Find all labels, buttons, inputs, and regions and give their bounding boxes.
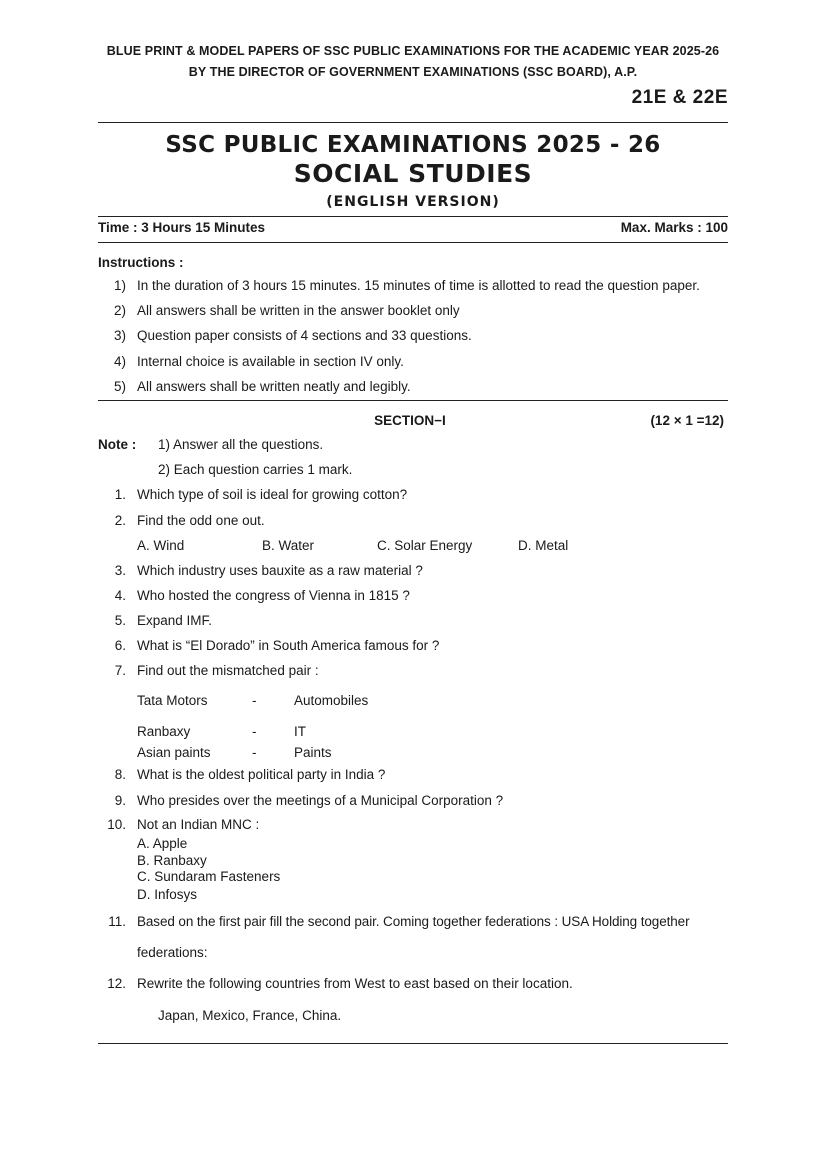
instruction-number: 3) [113, 328, 126, 343]
instruction-number: 5) [113, 379, 126, 394]
exam-title: SSC PUBLIC EXAMINATIONS 2025 - 26 [165, 132, 661, 158]
pair-left: Asian paints [137, 745, 211, 760]
header-line-2: BY THE DIRECTOR OF GOVERNMENT EXAMINATIONS (SSC BOARD), A.P. [188, 65, 638, 79]
option: D. Metal [518, 538, 569, 553]
question-number: 7. [114, 663, 126, 678]
footer-divider [98, 1043, 728, 1044]
pair-left: Ranbaxy [137, 724, 191, 739]
instruction-text: Internal choice is available in section IV only. [137, 354, 404, 369]
instruction-text: All answers shall be written in the answer booklet only [137, 303, 460, 318]
question [0, 914, 826, 932]
question-text: Who hosted the congress of Vienna in 1815 ? [137, 588, 410, 603]
question-text: Find out the mismatched pair : [137, 663, 319, 678]
header-divider [98, 122, 728, 123]
pair-dash: - [252, 745, 257, 760]
version-label: (ENGLISH VERSION) [326, 194, 500, 210]
question [0, 513, 826, 531]
time-label: Time : 3 Hours 15 Minutes [98, 220, 266, 235]
note-item: 1) Answer all the questions. [158, 437, 324, 452]
match-pair [0, 745, 826, 763]
question-text: Who presides over the meetings of a Municipal Corporation ? [137, 793, 504, 808]
question-number: 8. [114, 767, 126, 782]
question-text: Which industry uses bauxite as a raw material ? [137, 563, 423, 578]
question [0, 793, 826, 811]
instruction-item [0, 328, 826, 346]
question-number: 1. [114, 487, 126, 502]
instruction-number: 2) [113, 303, 126, 318]
question-options [0, 538, 826, 556]
instruction-text: All answers shall be written neatly and legibly. [137, 379, 411, 394]
pair-left: Tata Motors [137, 693, 208, 708]
question-text: Expand IMF. [137, 613, 213, 628]
header-line-1: BLUE PRINT & MODEL PAPERS OF SSC PUBLIC EXAMINATIONS FOR THE ACADEMIC YEAR 2025-26 [106, 44, 720, 58]
section-title: SECTION−I [374, 413, 446, 428]
instruction-item [0, 278, 826, 296]
instruction-number: 1) [113, 278, 126, 293]
question-text: What is the oldest political party in India ? [137, 767, 386, 782]
paper-code: 21E & 22E [631, 87, 728, 108]
question-number: 12. [107, 976, 126, 991]
instruction-item [0, 354, 826, 372]
title-divider [98, 216, 728, 217]
note-label: Note : [98, 437, 137, 452]
question-text-continued: federations: [137, 945, 208, 960]
match-pair [0, 693, 826, 711]
question [0, 613, 826, 631]
option: B. Water [262, 538, 315, 553]
option: C. Solar Energy [377, 538, 473, 553]
question [0, 588, 826, 606]
question-text: Find the odd one out. [137, 513, 265, 528]
question-number: 9. [114, 793, 126, 808]
question-number: 4. [114, 588, 126, 603]
option: A. Apple [137, 836, 188, 851]
pair-right: Automobiles [294, 693, 369, 708]
question-number: 11. [108, 914, 126, 929]
instruction-item [0, 379, 826, 397]
question-number: 6. [114, 638, 126, 653]
question [0, 767, 826, 785]
section-marks: (12 × 1 =12) [650, 413, 724, 428]
question-number: 3. [114, 563, 126, 578]
country-list: Japan, Mexico, France, China. [158, 1008, 342, 1023]
option: B. Ranbaxy [137, 853, 207, 868]
instructions-heading: Instructions : [98, 255, 184, 270]
pair-right: Paints [294, 745, 332, 760]
pair-right: IT [294, 724, 306, 739]
instructions-divider [98, 400, 728, 401]
question-text: Not an Indian MNC : [137, 817, 260, 832]
question-text: Rewrite the following countries from West to east based on their location. [137, 976, 573, 991]
question-number: 10. [107, 817, 126, 832]
option: D. Infosys [137, 887, 198, 902]
max-marks-label: Max. Marks : 100 [620, 220, 728, 235]
question [0, 663, 826, 681]
question-number: 2. [114, 513, 126, 528]
question [0, 638, 826, 656]
option: C. Sundaram Fasteners [137, 869, 281, 884]
meta-divider [98, 242, 728, 243]
question [0, 563, 826, 581]
question-number: 5. [114, 613, 126, 628]
pair-dash: - [252, 724, 257, 739]
question [0, 487, 826, 505]
instruction-item [0, 303, 826, 321]
match-pair [0, 724, 826, 742]
question-text: Based on the first pair fill the second pair. Coming together federations : USA Holding together [137, 914, 690, 929]
subject-title: SOCIAL STUDIES [293, 159, 533, 188]
instruction-text: In the duration of 3 hours 15 minutes. 15 minutes of time is allotted to read the question paper. [137, 278, 700, 293]
option: A. Wind [137, 538, 185, 553]
instruction-number: 4) [113, 354, 126, 369]
note-item: 2) Each question carries 1 mark. [158, 462, 353, 477]
question [0, 976, 826, 994]
pair-dash: - [252, 693, 257, 708]
question [0, 817, 826, 835]
question-text: Which type of soil is ideal for growing cotton? [137, 487, 408, 502]
instruction-text: Question paper consists of 4 sections and 33 questions. [137, 328, 472, 343]
question-text: What is “El Dorado” in South America famous for ? [137, 638, 440, 653]
